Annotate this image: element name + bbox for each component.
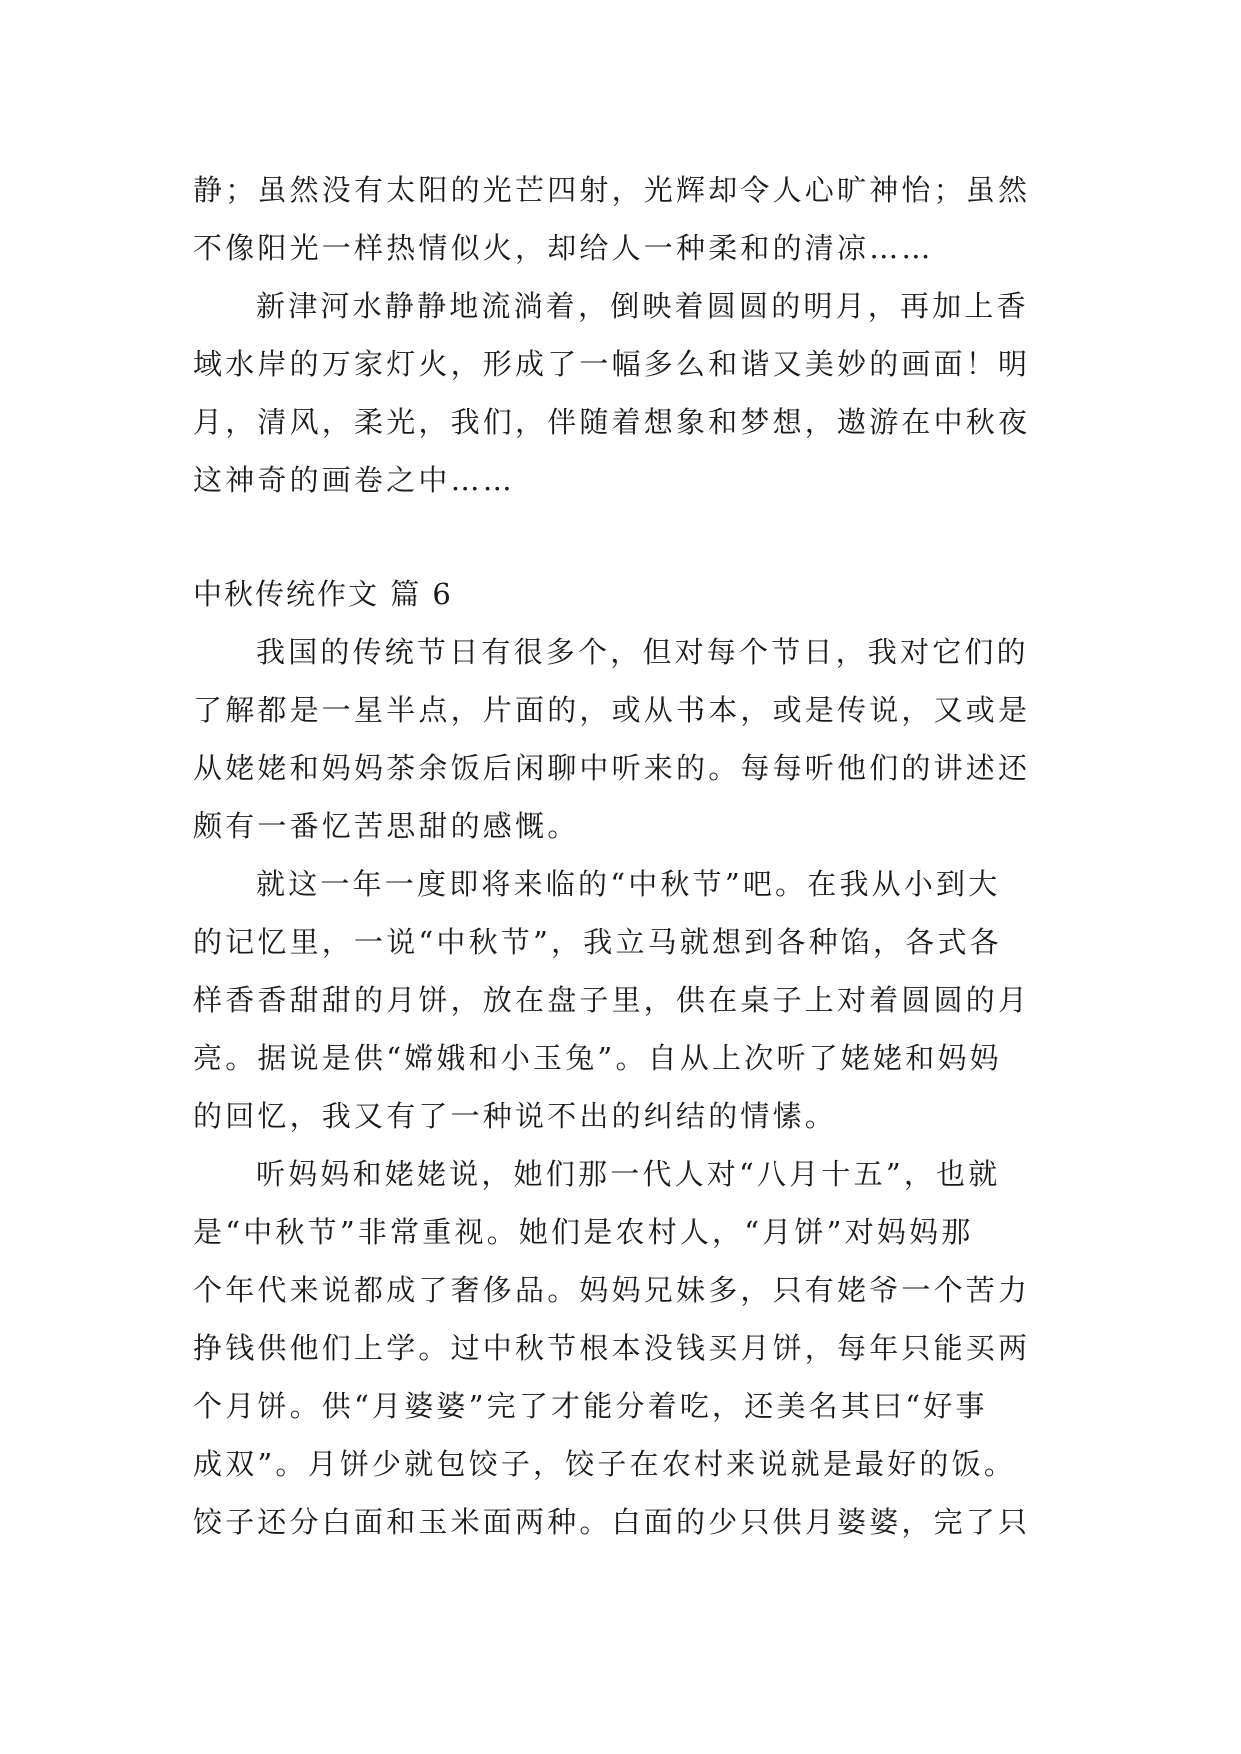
paragraph-line: 就这一年一度即将来临的“中秋节”吧。在我从小到大 <box>256 867 1001 901</box>
paragraph-line: 的回忆，我又有了一种说不出的纠结的情愫。 <box>193 1099 838 1133</box>
paragraph-line: 亮。据说是供“嫦娥和小玉兔”。自从上次听了姥姥和妈妈 <box>193 1041 1002 1075</box>
paragraph-line: 月，清风，柔光，我们，伴随着想象和梦想，遨游在中秋夜 <box>193 405 1031 439</box>
paragraph-line: 静；虽然没有太阳的光芒四射，光辉却令人心旷神怡；虽然 <box>193 173 1031 207</box>
paragraph-line: 听妈妈和姥姥说，她们那一代人对“八月十五”，也就 <box>256 1157 1001 1191</box>
paragraph-line: 颇有一番忆苦思甜的感慨。 <box>193 809 580 843</box>
paragraph-line: 不像阳光一样热情似火，却给人一种柔和的清凉…… <box>193 231 934 265</box>
paragraph-line: 挣钱供他们上学。过中秋节根本没钱买月饼，每年只能买两 <box>193 1331 1031 1365</box>
paragraph-line: 从姥姥和妈妈茶余饭后闲聊中听来的。每每听他们的讲述还 <box>193 751 1031 785</box>
paragraph-line: 样香香甜甜的月饼，放在盘子里，供在桌子上对着圆圆的月 <box>193 983 1031 1017</box>
paragraph-line: 的记忆里，一说“中秋节”，我立马就想到各种馅，各式各 <box>193 925 1002 959</box>
paragraph-line: 这神奇的画卷之中…… <box>193 463 516 497</box>
paragraph-line: 饺子还分白面和玉米面两种。白面的少只供月婆婆，完了只 <box>193 1505 1031 1539</box>
paragraph-line: 我国的传统节日有很多个，但对每个节日，我对它们的 <box>256 635 1029 669</box>
paragraph-line: 个年代来说都成了奢侈品。妈妈兄妹多，只有姥爷一个苦力 <box>193 1273 1031 1307</box>
paragraph-line: 了解都是一星半点，片面的，或从书本，或是传说，又或是 <box>193 693 1031 727</box>
paragraph-line: 是“中秋节”非常重视。她们是农村人，“月饼”对妈妈那 <box>193 1215 974 1249</box>
paragraph-line: 新津河水静静地流淌着，倒映着圆圆的明月，再加上香 <box>256 289 1029 323</box>
paragraph-line: 域水岸的万家灯火，形成了一幅多么和谐又美妙的画面！明 <box>193 347 1031 381</box>
section-heading: 中秋传统作文 篇 6 <box>193 577 453 611</box>
paragraph-line: 成双”。月饼少就包饺子，饺子在农村来说就是最好的饭。 <box>193 1447 1017 1481</box>
paragraph-line: 个月饼。供“月婆婆”完了才能分着吃，还美名其曰“好事 <box>193 1389 988 1423</box>
